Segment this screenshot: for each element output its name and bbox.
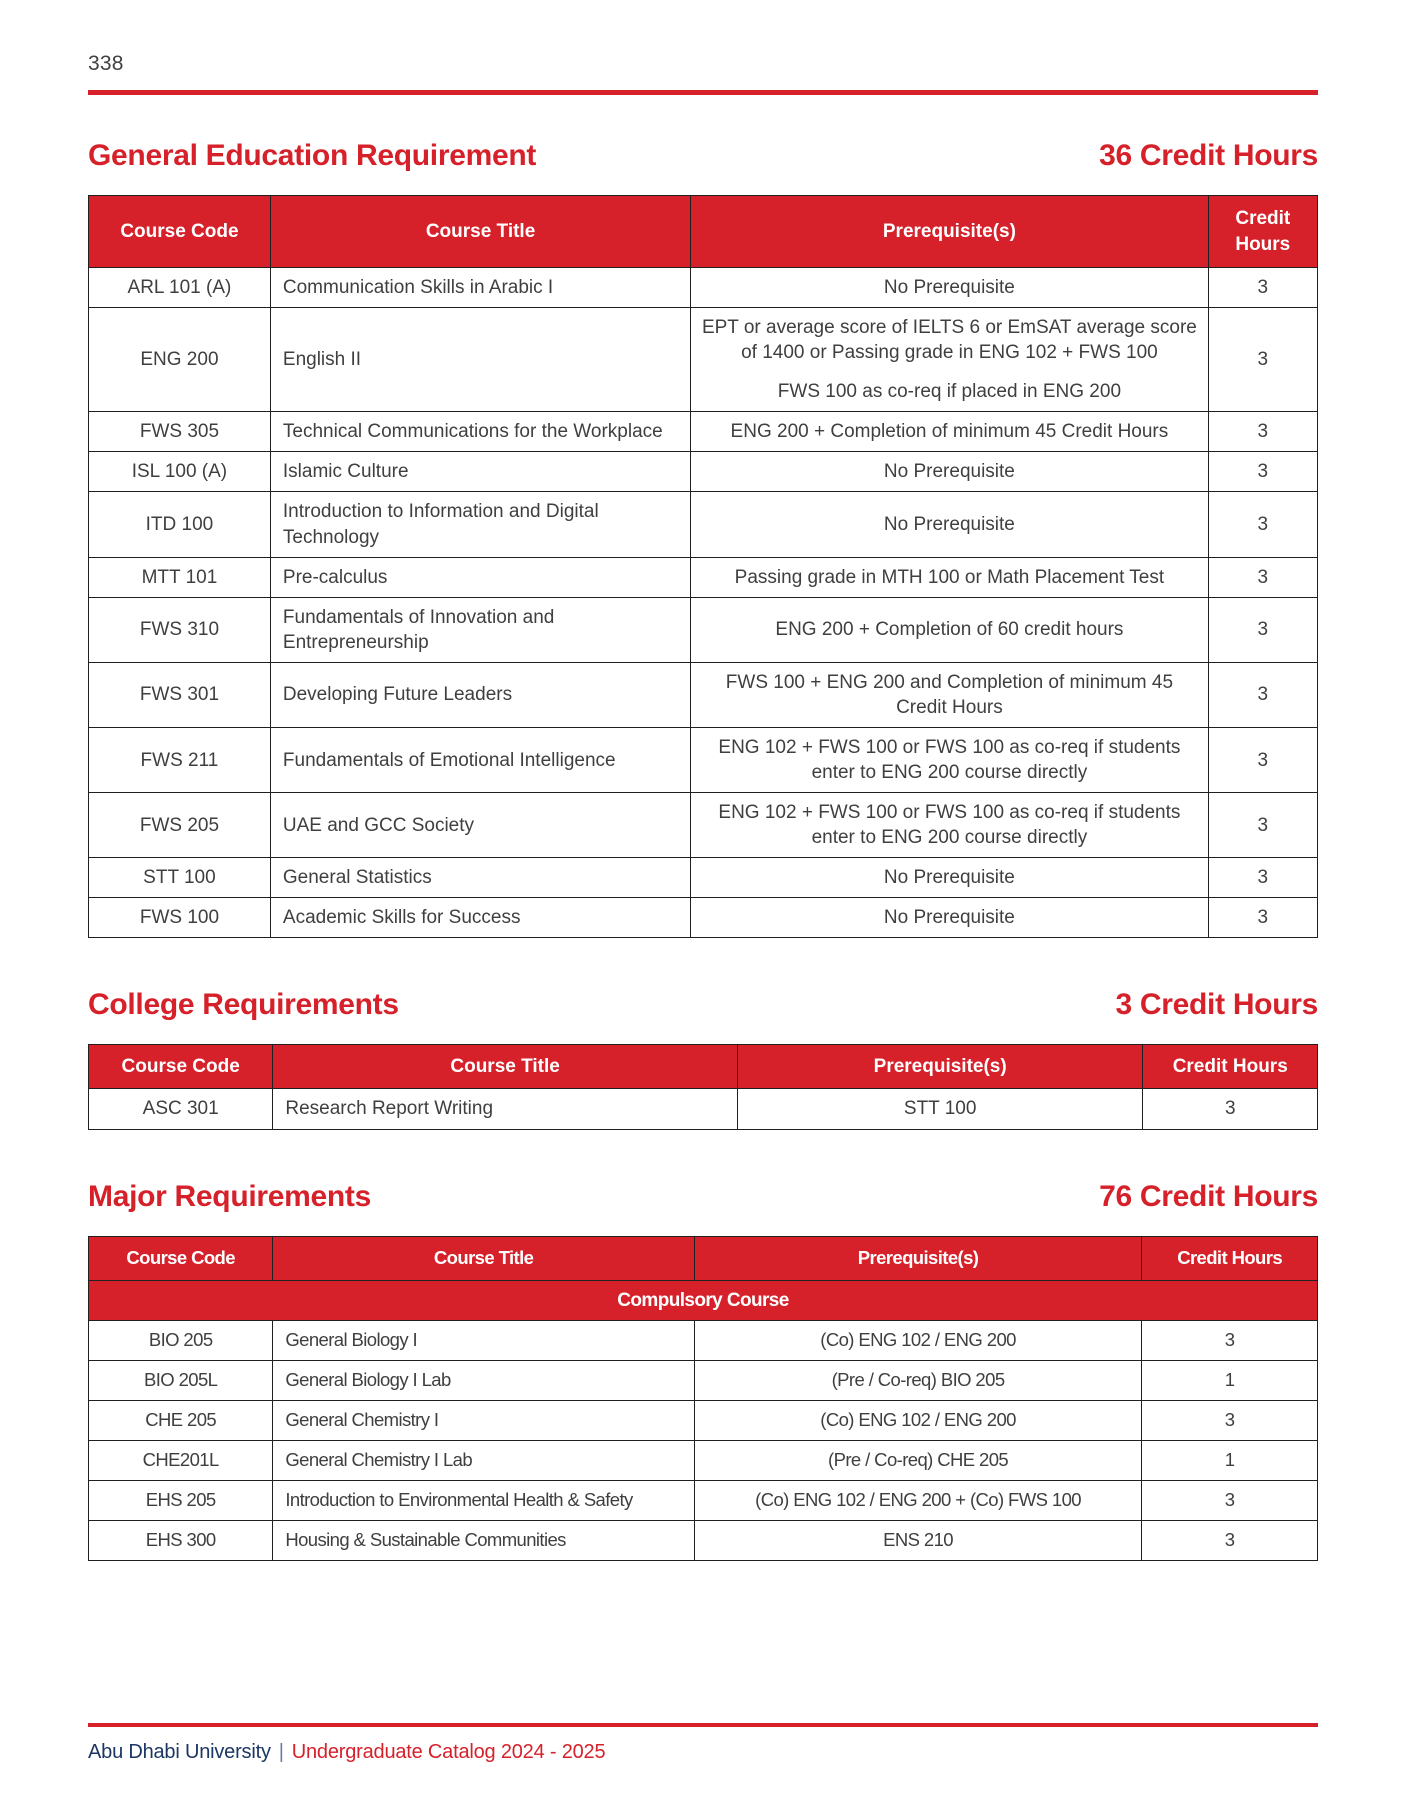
cell-course-title: Fundamentals of Innovation and Entrepreneurship — [270, 597, 690, 662]
table-row — [89, 1089, 1318, 1129]
table-header-cell: Course Title — [273, 1236, 695, 1280]
table-header-cell: Prerequisite(s) — [737, 1045, 1143, 1089]
table-row — [89, 1440, 1318, 1480]
cell-course-code: ENG 200 — [89, 308, 271, 412]
compulsory-course-band: Compulsory Course — [89, 1280, 1318, 1320]
table-header-cell: Credit Hours — [1208, 196, 1317, 268]
cell-course-code: FWS 100 — [89, 898, 271, 938]
table-row — [89, 492, 1318, 557]
prerequisite-line: EPT or average score of IELTS 6 or EmSAT average score of 1400 or Passing grade in ENG 102 + FWS 100 — [701, 317, 1197, 364]
top-rule — [88, 90, 1318, 95]
cell-course-code: EHS 205 — [89, 1480, 273, 1520]
cell-course-code: FWS 310 — [89, 597, 271, 662]
cell-course-code: BIO 205L — [89, 1360, 273, 1400]
table-row — [89, 1400, 1318, 1440]
cell-prerequisite — [691, 308, 1208, 412]
footer-catalog: Undergraduate Catalog 2024 - 2025 — [291, 1741, 606, 1763]
cell-credit-hours: 1 — [1142, 1360, 1318, 1400]
prerequisite-line: (Pre / Co-req) BIO 205 — [831, 1368, 1005, 1390]
cell-prerequisite — [691, 662, 1208, 727]
cell-credit-hours: 3 — [1142, 1400, 1318, 1440]
table-row — [89, 1480, 1318, 1520]
cell-course-title: Research Report Writing — [273, 1089, 738, 1129]
cell-course-title: General Biology I Lab — [273, 1360, 695, 1400]
cell-credit-hours: 1 — [1142, 1440, 1318, 1480]
table-row — [89, 728, 1318, 793]
cell-course-title: Communication Skills in Arabic I — [270, 268, 690, 308]
table-row — [89, 793, 1318, 858]
cell-prerequisite — [691, 898, 1208, 938]
cell-course-title: General Statistics — [270, 858, 690, 898]
table-header-cell: Course Code — [89, 1045, 273, 1089]
table-header-row — [89, 196, 1318, 268]
cell-credit-hours: 3 — [1208, 728, 1317, 793]
cell-credit-hours: 3 — [1208, 662, 1317, 727]
section-heading-major-requirements — [88, 1180, 1318, 1214]
section-credit-hours: 36 Credit Hours — [1099, 139, 1318, 172]
cell-course-title: Islamic Culture — [270, 452, 690, 492]
cell-prerequisite — [694, 1480, 1141, 1520]
table-subheader-row — [89, 1280, 1318, 1320]
table-header-cell: Credit Hours — [1142, 1236, 1318, 1280]
cell-prerequisite — [691, 597, 1208, 662]
prerequisite-line: ENG 200 + Completion of minimum 45 Credit Hours — [730, 421, 1169, 443]
prerequisite-line: ENS 210 — [883, 1528, 953, 1550]
cell-course-code: STT 100 — [89, 858, 271, 898]
cell-course-title: General Biology I — [273, 1320, 695, 1360]
cell-credit-hours: 3 — [1142, 1520, 1318, 1560]
section-credit-hours: 76 Credit Hours — [1099, 1179, 1318, 1213]
cell-prerequisite — [694, 1400, 1141, 1440]
table-header-cell: Prerequisite(s) — [691, 196, 1208, 268]
prerequisite-line: FWS 100 + ENG 200 and Completion of minimum 45 Credit Hours — [725, 671, 1174, 718]
footer-text — [88, 1741, 1318, 1764]
table-header-cell: Course Code — [89, 1236, 273, 1280]
page-number: 338 — [88, 52, 124, 75]
cell-course-code: FWS 211 — [89, 728, 271, 793]
prerequisite-line: No Prerequisite — [883, 277, 1015, 298]
table-row — [89, 452, 1318, 492]
cell-course-code: CHE 205 — [89, 1400, 273, 1440]
cell-credit-hours: 3 — [1142, 1320, 1318, 1360]
table-header-cell: Credit Hours — [1143, 1045, 1318, 1089]
college-requirements-table — [88, 1044, 1318, 1129]
cell-course-title: Housing & Sustainable Communities — [273, 1520, 695, 1560]
table-row — [89, 308, 1318, 412]
cell-course-code: ARL 101 (A) — [89, 268, 271, 308]
prerequisite-line: (Co) ENG 102 / ENG 200 — [820, 1328, 1016, 1350]
cell-course-code: CHE201L — [89, 1440, 273, 1480]
cell-prerequisite — [694, 1520, 1141, 1560]
prerequisite-line: No Prerequisite — [883, 867, 1015, 889]
cell-course-code: FWS 205 — [89, 793, 271, 858]
cell-credit-hours: 3 — [1208, 597, 1317, 662]
footer-university: Abu Dhabi University — [88, 1741, 271, 1763]
table-header-cell: Course Title — [270, 196, 690, 268]
page-content — [88, 0, 1318, 1561]
prerequisite-line: No Prerequisite — [883, 907, 1015, 929]
cell-prerequisite — [691, 557, 1208, 597]
table-row — [89, 1320, 1318, 1360]
prerequisite-line: ENG 102 + FWS 100 or FWS 100 as co-req if students enter to ENG 200 course directly — [718, 737, 1181, 784]
table-row — [89, 557, 1318, 597]
cell-credit-hours: 3 — [1208, 898, 1317, 938]
table-row — [89, 1520, 1318, 1560]
major-requirements-table — [88, 1236, 1318, 1561]
cell-prerequisite — [694, 1440, 1141, 1480]
cell-course-title: General Chemistry I Lab — [273, 1440, 695, 1480]
cell-prerequisite — [691, 492, 1208, 557]
page-footer — [88, 1723, 1318, 1764]
cell-prerequisite — [691, 793, 1208, 858]
table-row — [89, 898, 1318, 938]
cell-course-code: BIO 205 — [89, 1320, 273, 1360]
cell-course-title: Technical Communications for the Workplace — [270, 412, 690, 452]
prerequisite-line: ENG 102 + FWS 100 or FWS 100 as co-req if students enter to ENG 200 course directly — [718, 802, 1181, 849]
cell-course-code: ITD 100 — [89, 492, 271, 557]
prerequisite-line: (Co) ENG 102 / ENG 200 + (Co) FWS 100 — [755, 1488, 1081, 1510]
cell-course-title: Introduction to Information and Digital Technology — [270, 492, 690, 557]
cell-course-title: UAE and GCC Society — [270, 793, 690, 858]
cell-course-code: ASC 301 — [89, 1089, 273, 1129]
cell-prerequisite — [691, 728, 1208, 793]
cell-credit-hours: 3 — [1208, 412, 1317, 452]
cell-credit-hours: 3 — [1208, 268, 1317, 308]
section-heading-general-education — [88, 139, 1318, 173]
table-header-cell: Prerequisite(s) — [694, 1236, 1141, 1280]
cell-credit-hours: 3 — [1208, 793, 1317, 858]
footer-separator: | — [278, 1741, 284, 1763]
cell-course-title: Pre-calculus — [270, 557, 690, 597]
table-row — [89, 662, 1318, 727]
prerequisite-line: (Pre / Co-req) CHE 205 — [828, 1448, 1009, 1470]
table-row — [89, 412, 1318, 452]
prerequisite-line: No Prerequisite — [883, 461, 1015, 483]
cell-course-code: MTT 101 — [89, 557, 271, 597]
cell-credit-hours: 3 — [1143, 1089, 1318, 1129]
prerequisite-line: Passing grade in MTH 100 or Math Placement Test — [734, 566, 1165, 588]
prerequisite-line: STT 100 — [903, 1098, 977, 1120]
section-title: Major Requirements — [88, 1179, 371, 1213]
section-credit-hours: 3 Credit Hours — [1115, 988, 1318, 1022]
table-header-row — [89, 1045, 1318, 1089]
cell-prerequisite — [737, 1089, 1143, 1129]
table-row — [89, 268, 1318, 308]
prerequisite-line: FWS 100 as co-req if placed in ENG 200 — [777, 381, 1122, 403]
cell-credit-hours: 3 — [1208, 492, 1317, 557]
cell-credit-hours: 3 — [1208, 308, 1317, 412]
cell-course-title: General Chemistry I — [273, 1400, 695, 1440]
section-title: College Requirements — [88, 988, 399, 1022]
table-row — [89, 597, 1318, 662]
cell-prerequisite — [691, 452, 1208, 492]
cell-prerequisite — [691, 858, 1208, 898]
section-heading-college-requirements — [88, 988, 1318, 1022]
prerequisite-line: (Co) ENG 102 / ENG 200 — [820, 1408, 1016, 1430]
general-education-table — [88, 195, 1318, 938]
cell-course-title: English II — [270, 308, 690, 412]
cell-credit-hours: 3 — [1142, 1480, 1318, 1520]
table-header-row — [89, 1236, 1318, 1280]
cell-prerequisite — [691, 268, 1208, 308]
table-row — [89, 1360, 1318, 1400]
cell-prerequisite — [691, 412, 1208, 452]
cell-course-title: Developing Future Leaders — [270, 662, 690, 727]
cell-credit-hours: 3 — [1208, 557, 1317, 597]
cell-course-code: EHS 300 — [89, 1520, 273, 1560]
prerequisite-line: ENG 200 + Completion of 60 credit hours — [775, 619, 1124, 641]
cell-credit-hours: 3 — [1208, 452, 1317, 492]
cell-course-code: FWS 305 — [89, 412, 271, 452]
cell-credit-hours: 3 — [1208, 858, 1317, 898]
cell-course-code: ISL 100 (A) — [89, 452, 271, 492]
prerequisite-line: No Prerequisite — [883, 514, 1015, 535]
cell-course-code: FWS 301 — [89, 662, 271, 727]
cell-course-title: Academic Skills for Success — [270, 898, 690, 938]
cell-prerequisite — [694, 1320, 1141, 1360]
section-title: General Education Requirement — [88, 139, 537, 172]
cell-prerequisite — [694, 1360, 1141, 1400]
footer-rule — [88, 1723, 1318, 1727]
table-row — [89, 858, 1318, 898]
cell-course-title: Fundamentals of Emotional Intelligence — [270, 728, 690, 793]
cell-course-title: Introduction to Environmental Health & Safety — [273, 1480, 695, 1520]
table-header-cell: Course Title — [273, 1045, 738, 1089]
table-header-cell: Course Code — [89, 196, 271, 268]
